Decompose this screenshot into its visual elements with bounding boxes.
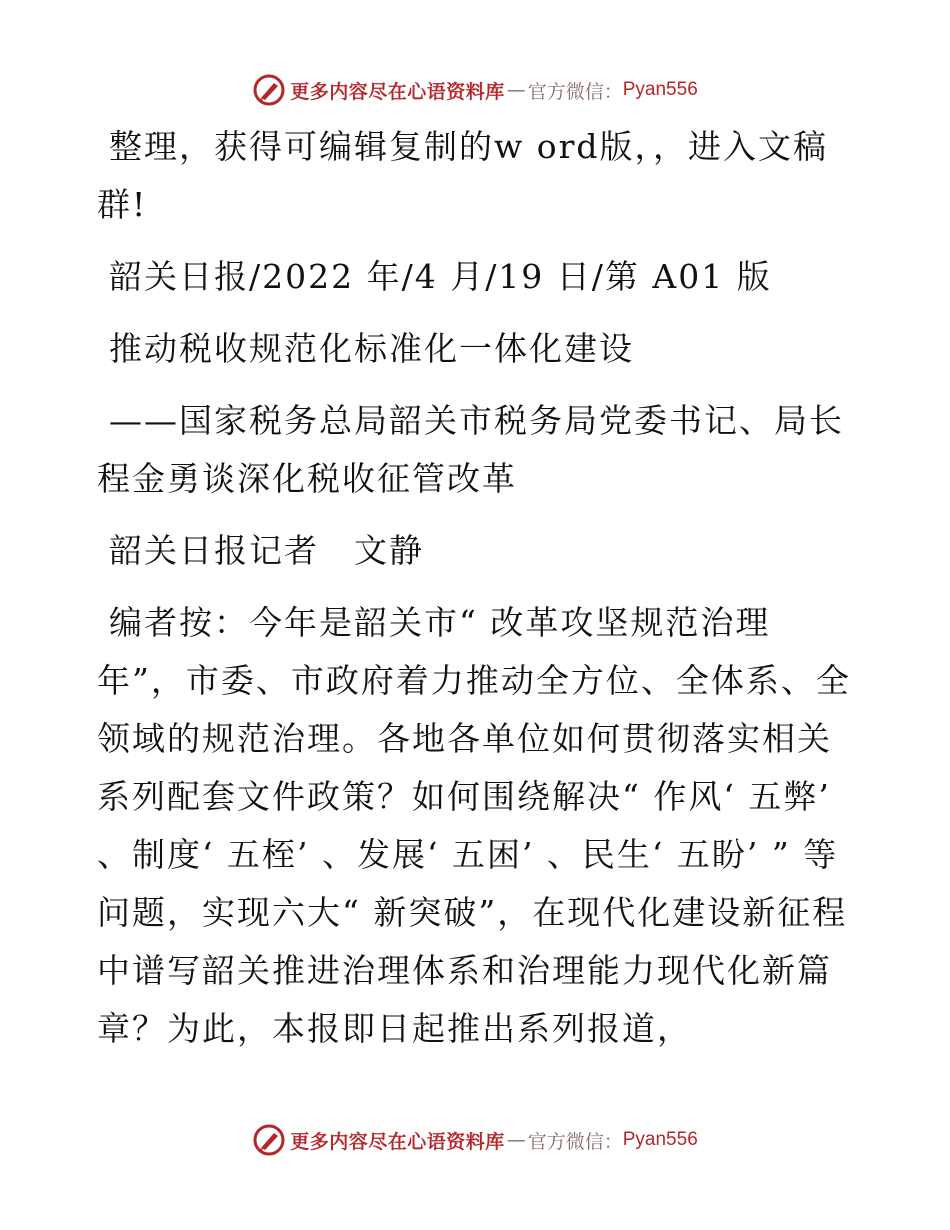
article-byline: 韶关日报记者 文静 — [109, 531, 424, 570]
pen-logo-icon — [252, 1123, 286, 1157]
banner-wechat-id: Pyan556 — [622, 1129, 698, 1150]
pen-logo-icon — [252, 73, 286, 107]
article-title: 推动税收规范化标准化一体化建设 — [109, 329, 634, 368]
footer-banner — [0, 1120, 950, 1160]
paragraph-intro: 整理，获得可编辑复制的w ord版，，进入文稿群! — [97, 127, 829, 224]
article-subtitle: ——国家税务总局韶关市税务局党委书记、局长程金勇谈深化税收征管改革 — [97, 401, 844, 498]
editor-note: 编者按：今年是韶关市“ 改革攻坚规范治理年”，市委、市政府着力推动全方位、全体系、全领域的规范治理。各地各单位如何贯彻落实相关系列配套文件政策？如何围绕解决“ 作风‘ 五弊’ 、制度‘ 五桎’ 、发展‘ 五困’ 、民生‘ 五盼’ ” 等问题，实现六大“ 新突破”，在现代化建设新征程中谱写韶关推进治理体系和治理能力现代化新篇章？为此，本报即日起推出系列报道， — [97, 603, 851, 1048]
banner-dash: — — [506, 1129, 526, 1151]
paragraph-source: 韶关日报/2022 年/4 月/19 日/第 A01 版 — [109, 257, 772, 296]
banner-text: 更多内容尽在心语资料库 — [290, 1130, 505, 1153]
header-banner — [0, 70, 950, 110]
document-body — [97, 118, 857, 1072]
banner-text: 更多内容尽在心语资料库 — [290, 80, 505, 103]
banner-wechat-id: Pyan556 — [622, 79, 698, 100]
banner-wechat-label: 官方微信： — [527, 80, 623, 103]
banner-dash: — — [506, 79, 526, 101]
banner-wechat-label: 官方微信： — [527, 1130, 623, 1153]
